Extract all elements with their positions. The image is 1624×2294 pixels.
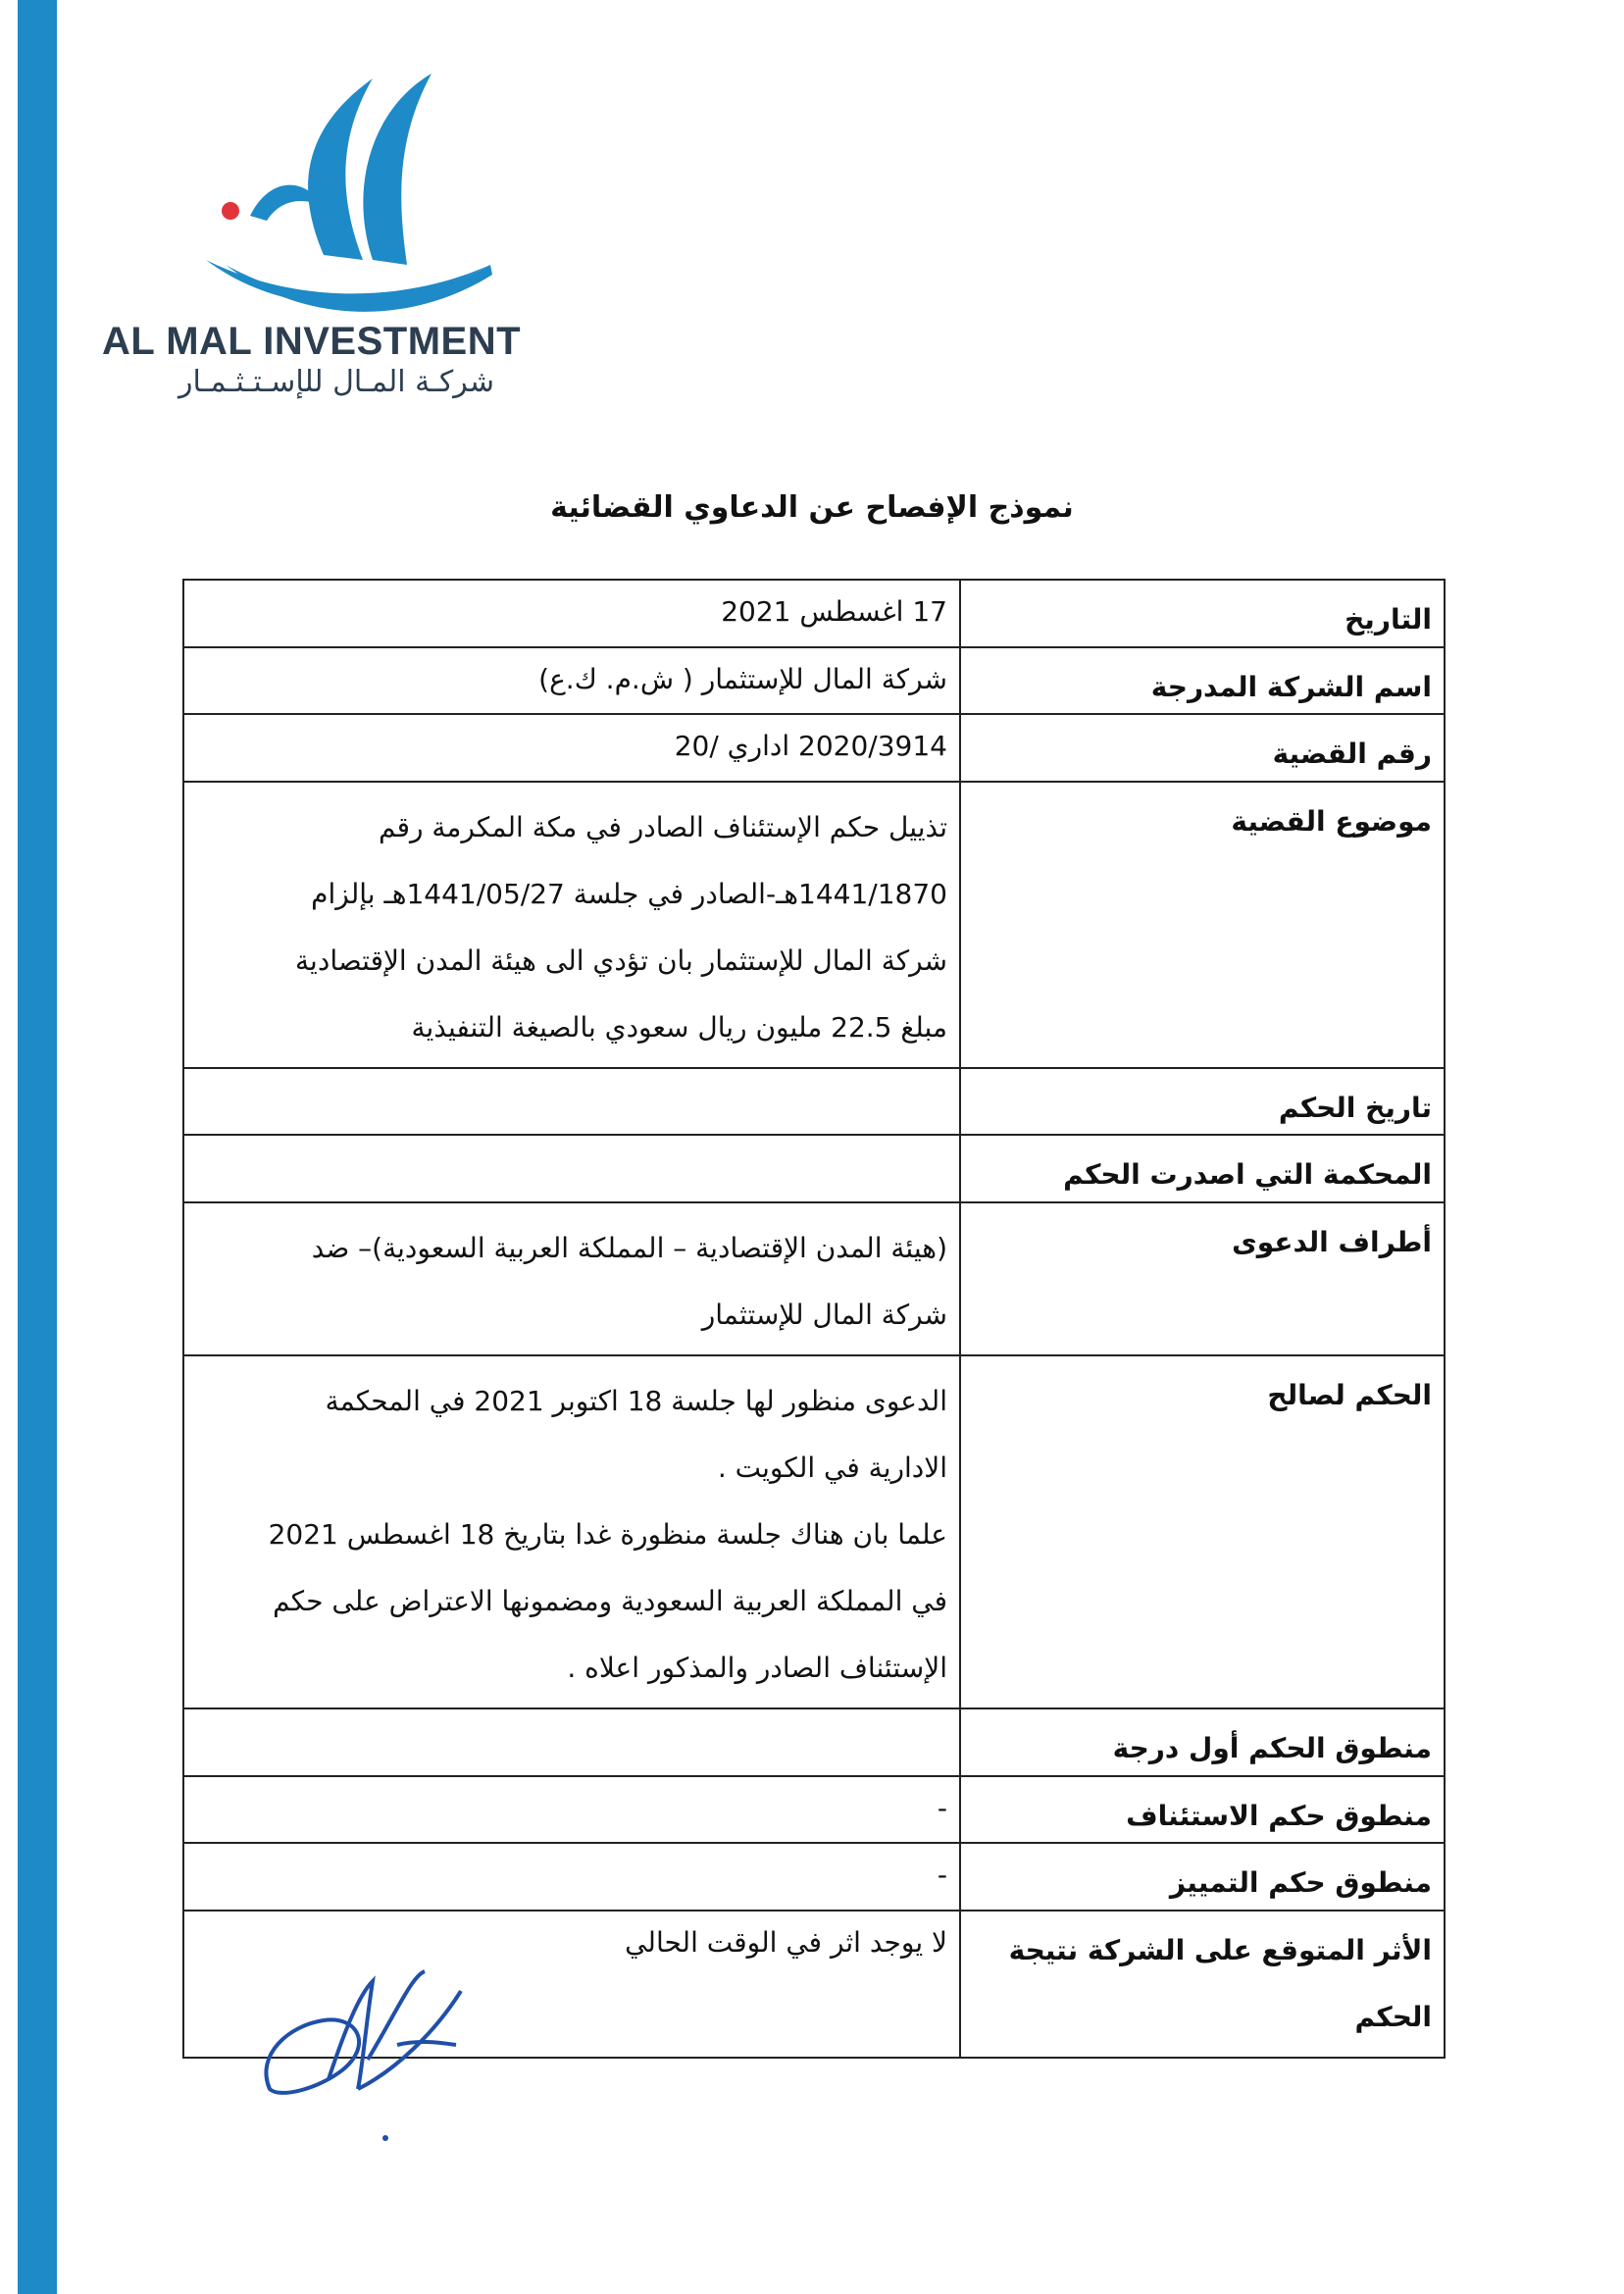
row-label-expected-impact: الأثر المتوقع على الشركة نتيجة الحكم	[960, 1911, 1445, 2058]
row-label-company: اسم الشركة المدرجة	[960, 647, 1445, 715]
row-value-case-number: 2020/3914 اداري /20	[183, 714, 960, 782]
case-subject-line: مبلغ 22.5 مليون ريال سعودي بالصيغة التنفيذية	[411, 1010, 947, 1044]
ruling-line: الدعوى منظور لها جلسة 18 اكتوبر 2021 في المحكمة	[325, 1384, 947, 1417]
row-value-parties	[183, 1202, 960, 1355]
ruling-line: الادارية في الكويت .	[717, 1451, 947, 1484]
row-label-date: التاريخ	[960, 580, 1445, 647]
row-label-court: المحكمة التي اصدرت الحكم	[960, 1135, 1445, 1202]
row-label-case-subject: موضوع القضية	[960, 782, 1445, 1068]
parties-line: شركة المال للإستثمار	[701, 1298, 947, 1331]
table-row	[183, 1068, 1445, 1136]
table-row	[183, 1843, 1445, 1911]
ruling-line: الإستئناف الصادر والمذكور اعلاه .	[567, 1651, 947, 1684]
disclosure-table	[182, 579, 1446, 2059]
row-label-case-number: رقم القضية	[960, 714, 1445, 782]
parties-line: (هيئة المدن الإقتصادية – المملكة العربية السعودية)– ضد	[311, 1231, 947, 1264]
table-row	[183, 1776, 1445, 1844]
row-label-first-instance: منطوق الحكم أول درجة	[960, 1708, 1445, 1776]
row-label-judgment-date: تاريخ الحكم	[960, 1068, 1445, 1136]
row-value-cassation: -	[183, 1843, 960, 1911]
company-logo	[98, 69, 522, 422]
row-label-cassation: منطوق حكم التمييز	[960, 1843, 1445, 1911]
row-value-court	[183, 1135, 960, 1202]
case-subject-line: 1441/1870هـ-الصادر في جلسة 1441/05/27هـ بإلزام	[311, 877, 947, 910]
logo-mark-icon	[177, 69, 510, 333]
table-row	[183, 1202, 1445, 1355]
row-value-appeal: -	[183, 1776, 960, 1844]
table-row	[183, 647, 1445, 715]
table-row	[183, 714, 1445, 782]
table-row	[183, 1355, 1445, 1708]
row-label-ruling-for: الحكم لصالح	[960, 1355, 1445, 1708]
company-name-en: AL MAL INVESTMENT	[102, 320, 522, 363]
table-row	[183, 782, 1445, 1068]
row-label-parties: أطراف الدعوى	[960, 1202, 1445, 1355]
row-value-judgment-date	[183, 1068, 960, 1136]
document-title: نموذج الإفصاح عن الدعاوي القضائية	[550, 490, 1074, 525]
table-row	[183, 1135, 1445, 1202]
row-value-expected-impact: لا يوجد اثر في الوقت الحالي	[183, 1911, 960, 2058]
row-value-ruling-for	[183, 1355, 960, 1708]
company-name-ar: شركـة المـال للإسـتـثـمـار	[178, 365, 494, 399]
table-row	[183, 1708, 1445, 1776]
row-value-first-instance	[183, 1708, 960, 1776]
row-value-company: شركة المال للإستثمار ( ش.م. ك.ع)	[183, 647, 960, 715]
ruling-line: في المملكة العربية السعودية ومضمونها الاعتراض على حكم	[273, 1584, 947, 1617]
signature-image	[250, 1952, 476, 2148]
row-value-date: 17 اغسطس 2021	[183, 580, 960, 647]
case-subject-line: تذييل حكم الإستئناف الصادر في مكة المكرمة رقم	[378, 810, 947, 843]
row-value-case-subject	[183, 782, 960, 1068]
row-label-appeal: منطوق حكم الاستئناف	[960, 1776, 1445, 1844]
brand-side-bar	[18, 0, 57, 2294]
case-subject-line: شركة المال للإستثمار بان تؤدي الى هيئة المدن الإقتصادية	[295, 943, 947, 977]
ruling-line: علما بان هناك جلسة منظورة غدا بتاريخ 18 اغسطس 2021	[268, 1517, 947, 1551]
table-row	[183, 580, 1445, 647]
